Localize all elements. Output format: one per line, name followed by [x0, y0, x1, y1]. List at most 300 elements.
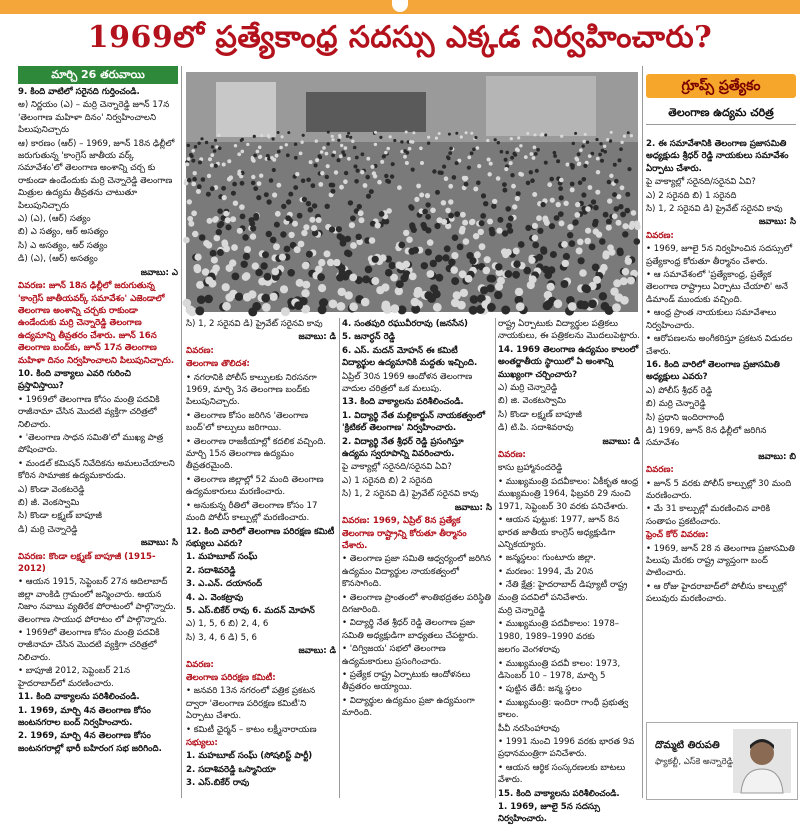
crowd-figure: [221, 186, 226, 191]
crowd-figure: [616, 220, 622, 226]
crowd-figure: [452, 175, 457, 180]
crowd-figure: [620, 296, 629, 305]
paragraph: • ఆ సమావేశంలో 'ప్రత్యేకాంధ్ర, ప్రత్యేక తెలంగాణ రాష్ట్రాలు ఏర్పాటు చేయాలి' అనే డిమాండ్ ముందుకు వచ్చింది.: [646, 270, 788, 305]
crowd-figure: [409, 222, 415, 228]
crowd-figure: [331, 138, 334, 141]
crowd-figure: [455, 161, 459, 165]
crowd-figure: [495, 263, 502, 270]
crowd-figure: [560, 135, 563, 138]
crowd-figure: [495, 282, 503, 290]
crowd-figure: [203, 240, 210, 247]
crowd-figure: [198, 160, 202, 164]
crowd-figure: [481, 193, 486, 198]
crowd-figure: [434, 223, 440, 229]
crowd-figure: [528, 257, 535, 264]
crowd-figure: [347, 157, 351, 161]
crowd-figure: [231, 244, 238, 251]
crowd-figure: [266, 199, 271, 204]
crowd-figure: [214, 235, 221, 242]
crowd-figure: [550, 198, 555, 203]
paragraph: • 1969, జూన్ 28 న తెలంగాణ ప్రజాసమితి పిలుపు మేరకు రాష్ట్ర వ్యాప్తంగా బంద్ పాటించారు.: [646, 543, 795, 579]
crowd-figure: [241, 261, 248, 268]
paragraph: సి) 1, 2 సరైనవి డి) ప్రైవేట్ సరైనవి కావు: [646, 204, 783, 215]
crowd-figure: [577, 152, 581, 156]
crowd-figure: [617, 248, 624, 255]
crowd-figure: [542, 216, 548, 222]
crowd-figure: [262, 251, 269, 258]
crowd-figure: [380, 160, 384, 164]
crowd-figure: [427, 239, 434, 246]
crowd-figure: [258, 155, 262, 159]
crowd-figure: [197, 184, 202, 189]
crowd-figure: [588, 154, 592, 158]
paragraph: సభ్యులు:: [186, 738, 218, 748]
crowd-figure: [356, 169, 360, 173]
author-name: దొమ్మటి తిరుపతి: [655, 740, 720, 751]
crowd-figure: [463, 177, 468, 182]
crowd-figure: [329, 300, 338, 309]
crowd-figure: [497, 217, 503, 223]
paragraph: • తెలంగాణ ప్రాంతంలో శాంతిభద్రతల పరిస్థితి దిగజారింది.: [342, 592, 491, 615]
crowd-figure: [207, 218, 213, 224]
crowd-figure: [241, 138, 244, 141]
crowd-figure: [625, 192, 630, 197]
left-column: [18, 86, 178, 798]
crowd-figure: [251, 158, 255, 162]
paragraph: డి) 1969, జూన్ 8న ఢిల్లీలో జరిగిన సమావేశం: [646, 425, 767, 449]
crowd-figure: [340, 240, 347, 247]
crowd-figure: [337, 302, 346, 311]
paragraph: 5. ఎస్.బికేర్ రావు 6. మదన్ మోహన్: [186, 605, 315, 616]
paragraph: 14. 1969 తెలంగాణ ఉద్యమం కాలంలో అంతర్జాతీయ స్థాయిలో ఏ అంశాన్ని ముఖ్యంగా చర్చించారు?: [498, 344, 639, 380]
crowd-figure: [380, 254, 387, 261]
crowd-figure: [593, 228, 599, 234]
paragraph: వివరణ:: [646, 230, 674, 241]
crowd-figure: [478, 229, 484, 235]
crowd-figure: [595, 190, 600, 195]
paragraph: 4. ఎ. వెంకట్రావు: [186, 592, 244, 603]
crowd-figure: [518, 172, 522, 176]
crowd-figure: [369, 237, 376, 244]
crowd-figure: [296, 279, 304, 287]
crowd-figure: [191, 210, 197, 216]
crowd-figure: [183, 237, 190, 244]
crowd-figure: [234, 144, 237, 147]
paragraph: • ఆరోపణలను అంగీకరిస్తూ ప్రకటన విడుదల చేశారు.: [646, 334, 793, 357]
crowd-figure: [586, 141, 589, 144]
crowd-figure: [302, 262, 309, 269]
crowd-figure: [337, 233, 343, 239]
crowd-figure: [280, 231, 286, 237]
crowd-figure: [559, 178, 564, 183]
crowd-figure: [315, 158, 319, 162]
paragraph: వివరణ:: [186, 345, 214, 356]
crowd-figure: [223, 245, 230, 252]
crowd-figure: [230, 216, 236, 222]
crowd-figure: [578, 257, 585, 264]
crowd-figure: [187, 144, 190, 147]
crowd-figure: [620, 141, 623, 144]
crowd-figure: [612, 192, 617, 197]
crowd-figure: [288, 192, 293, 197]
crowd-figure: [246, 143, 249, 146]
crowd-figure: [287, 269, 295, 277]
crowd-figure: [293, 185, 298, 190]
crowd-figure: [338, 136, 341, 139]
crowd-figure: [225, 217, 231, 223]
crowd-figure: [358, 210, 364, 216]
crowd-figure: [588, 185, 593, 190]
paragraph: జవాబు: డి: [298, 646, 336, 657]
crowd-figure: [294, 156, 298, 160]
crowd-figure: [509, 161, 513, 165]
crowd-figure: [325, 175, 329, 179]
crowd-figure: [575, 202, 580, 207]
paragraph: • అనుకున్న రీతిలో తెలంగాణ కోసం 17 మంది పోలీస్ కాల్పుల్లో మరణించారు.: [186, 500, 318, 524]
crowd-figure: [374, 131, 377, 134]
paragraph: ఎ) మర్రి చెన్నారెడ్డి: [498, 383, 558, 394]
paragraph: 2. సదాశివరెడ్డి ఒస్మానియా: [186, 764, 276, 775]
crowd-figure: [470, 132, 473, 135]
crowd-figure: [260, 262, 267, 269]
crowd-figure: [519, 144, 522, 147]
crowd-figure: [275, 211, 281, 217]
crowd-figure: [544, 161, 548, 165]
crowd-figure: [253, 135, 256, 138]
crowd-figure: [583, 140, 586, 143]
paragraph: ఎ) 1 సరైనది బి) 2 సరైనది: [342, 475, 433, 486]
paragraph: • ప్రత్యేక రాష్ట్ర ఏర్పాటుకు ఆందోళనలు తీవ్రతరం అయ్యాయి.: [342, 669, 471, 693]
crowd-figure: [327, 131, 330, 134]
paragraph: జవాబు: సి: [758, 217, 796, 228]
paragraph: ఏప్రిల్ 30న 1969 ఆందోళన తెలంగాణ వాదుల చరిత్రలో ఒక మలుపు.: [342, 371, 473, 395]
crowd-figure: [303, 224, 309, 230]
crowd-figure: [225, 293, 234, 302]
crowd-figure: [280, 285, 288, 293]
crowd-figure: [427, 294, 436, 303]
paragraph: 1. మహబూబ్ సంఘ్ (సోషలిస్ట్ పార్టీ): [186, 751, 313, 762]
crowd-figure: [275, 154, 279, 158]
paragraph: 12. కింది వారిలో తెలంగాణ పరిరక్షణ కమిటీ సభ్యులు ఎవరు?: [186, 526, 335, 549]
crowd-figure: [384, 174, 388, 178]
crowd-figure: [465, 131, 468, 134]
crowd-figure: [264, 273, 272, 281]
crowd-figure: [612, 303, 621, 312]
crowd-figure: [430, 208, 436, 214]
crowd-figure: [579, 269, 587, 277]
crowd-photo: [186, 72, 638, 312]
crowd-figure: [561, 280, 569, 288]
paragraph: జవాబు: డి: [602, 436, 640, 447]
crowd-figure: [294, 246, 301, 253]
crowd-figure: [210, 163, 214, 167]
crowd-figure: [316, 217, 322, 223]
crowd-figure: [349, 274, 357, 282]
crowd-figure: [205, 277, 213, 285]
crowd-figure: [315, 139, 318, 142]
paragraph: • విద్యార్థుల ఉద్యమం ప్రజా ఉద్యమంగా మారింది.: [342, 695, 475, 719]
crowd-figure: [204, 295, 213, 304]
crowd-figure: [536, 254, 543, 261]
crowd-figure: [445, 208, 451, 214]
crowd-figure: [409, 205, 415, 211]
paragraph: 1. 1969, మార్చి 4న తెలంగాణ కోసం జంటనగరాల బంద్ నిర్వహించారు.: [18, 705, 151, 728]
column-divider: [181, 66, 182, 798]
paragraph: జవాబు: బి: [758, 451, 796, 462]
crowd-figure: [277, 183, 282, 188]
crowd-figure: [250, 233, 256, 239]
crowd-figure: [606, 225, 612, 231]
crowd-figure: [532, 156, 536, 160]
crowd-figure: [567, 232, 573, 238]
paragraph: బి) మర్రి చెన్నారెడ్డి: [646, 399, 706, 410]
crowd-figure: [515, 288, 523, 296]
crowd-figure: [613, 163, 617, 167]
crowd-figure: [436, 255, 443, 262]
crowd-figure: [554, 299, 563, 308]
crowd-figure: [535, 169, 539, 173]
crowd-figure: [474, 251, 481, 258]
crowd-figure: [406, 236, 413, 243]
crowd-figure: [261, 294, 270, 303]
paragraph: ఎ) కొండా వెంకటరెడ్డి: [18, 484, 85, 495]
paragraph: వివరణ:: [186, 659, 214, 670]
crowd-figure: [622, 231, 628, 237]
crowd-figure: [320, 150, 324, 154]
crowd-figure: [502, 188, 507, 193]
crowd-figure: [231, 191, 236, 196]
crowd-figure: [400, 140, 403, 143]
crowd-figure: [366, 157, 370, 161]
crowd-figure: [386, 147, 390, 151]
crowd-figure: [260, 134, 263, 137]
crowd-figure: [510, 137, 513, 140]
crowd-figure: [435, 137, 438, 140]
crowd-figure: [505, 206, 511, 212]
crowd-figure: [460, 289, 468, 297]
paragraph: జవాబు: సి: [140, 538, 178, 549]
crowd-figure: [574, 212, 580, 218]
paragraph: సి) కొండా లక్ష్మణ్ బాపూజీ: [18, 511, 102, 522]
crowd-figure: [618, 204, 623, 209]
paragraph: • 1969లో తెలంగాణ కోసం మంత్రి పదవికి రాజీనామా చేసిన మొదటి వ్యక్తిగా చరిత్రలో నిలిచారు.: [18, 394, 160, 430]
crowd-figure: [365, 175, 370, 180]
crowd-figure: [603, 212, 609, 218]
crowd-figure: [294, 301, 303, 310]
crowd-figure: [467, 166, 471, 170]
crowd-figure: [281, 204, 286, 209]
crowd-figure: [198, 142, 201, 145]
crowd-figure: [536, 215, 542, 221]
crowd-figure: [361, 152, 365, 156]
crowd-figure: [199, 234, 206, 241]
crowd-figure: [223, 211, 229, 217]
crowd-figure: [285, 215, 291, 221]
crowd-figure: [558, 211, 564, 217]
middle-column-3: [498, 318, 640, 825]
middle-column-2: [342, 318, 492, 798]
crowd-figure: [518, 241, 525, 248]
crowd-figure: [205, 141, 208, 144]
crowd-figure: [556, 202, 561, 207]
paragraph: ఆ) కారణం (ఆర్) – 1969, జూన్ 18న ఢిల్లీలో జరుగుతున్న 'కాంగ్రెస్ జాతీయ వర్క్ సమావేశం'లో తెలంగాణ అంశాన్ని చర్చ కు రాకుండా ఉండేందుకు మర్రి చెన్నారెడ్డి తెలంగాణ మిత్రుల ఉద్యమ తీవ్రతను చాటుతూ పిలుపునిచ్చారు: [18, 138, 175, 211]
paragraph: • మరణం: 1994, మే 20న: [498, 566, 594, 577]
crowd-figure: [504, 167, 508, 171]
paragraph: 2. 1969, మార్చి 4న తెలంగాణ కోసం జంటనగరాల్లో భారీ బహిరంగ సభ జరిగింది.: [18, 731, 162, 754]
crowd-figure: [273, 243, 280, 250]
crowd-figure: [306, 251, 313, 258]
crowd-figure: [411, 298, 420, 307]
crowd-figure: [582, 144, 585, 147]
crowd-figure: [442, 165, 446, 169]
crowd-figure: [306, 201, 311, 206]
crowd-figure: [314, 163, 318, 167]
crowd-figure: [620, 185, 625, 190]
crowd-figure: [191, 182, 196, 187]
paragraph: సి) ఎ అసత్యం, ఆర్ సత్యం: [18, 240, 108, 251]
crowd-figure: [226, 264, 234, 272]
crowd-figure: [448, 184, 453, 189]
crowd-figure: [403, 230, 409, 236]
crowd-figure: [480, 213, 486, 219]
groups-special-banner: [646, 74, 796, 98]
crowd-figure: [389, 262, 396, 269]
paragraph: 15. కింది వాక్యాలను పరిశీలించండి.: [498, 788, 620, 799]
crowd-figure: [400, 274, 408, 282]
crowd-figure: [343, 179, 348, 184]
crowd-figure: [301, 230, 307, 236]
crowd-figure: [300, 141, 303, 144]
crowd-figure: [311, 183, 316, 188]
crowd-figure: [566, 163, 570, 167]
crowd-figure: [187, 216, 193, 222]
paragraph: • నేతి క్షేత్ర: హైదరాబాద్ డిప్యూటీ రాష్ట్ర మంత్రి పదవిలో పనిచేశారు.: [498, 580, 628, 603]
paragraph: డి) (ఎ), (ఆర్) అసత్యం: [18, 254, 98, 265]
author-card: [646, 722, 798, 800]
crowd-figure: [272, 137, 275, 140]
crowd-figure: [262, 303, 271, 312]
crowd-figure: [301, 179, 306, 184]
crowd-figure: [419, 147, 423, 151]
crowd-figure: [353, 146, 357, 150]
crowd-figure: [210, 153, 214, 157]
paragraph: సి) 1, 2 సరైనవి డి) ప్రైవేట్ సరైనవి కావు: [342, 489, 479, 500]
crowd-figure: [598, 153, 602, 157]
crowd-figure: [625, 258, 632, 265]
crowd-figure: [327, 259, 334, 266]
crowd-figure: [211, 145, 214, 148]
paragraph: • తెలంగాణ ప్రజా సమితి ఆధ్వర్యంలో జరిగిన ఉద్యమం విద్యార్థుల నాయకత్వంలో కొనసాగింది.: [342, 554, 492, 590]
crowd-figure: [383, 219, 389, 225]
crowd-figure: [281, 307, 290, 316]
crowd-figure: [553, 154, 557, 158]
paragraph: • జన్మస్థలం: గుంటూరు జిల్లా.: [498, 553, 596, 564]
crowd-figure: [452, 234, 459, 241]
crowd-figure: [264, 192, 269, 197]
crowd-figure: [325, 152, 329, 156]
crowd-figure: [243, 293, 252, 302]
crowd-figure: [441, 219, 447, 225]
crowd-figure: [356, 234, 362, 240]
crowd-figure: [251, 175, 255, 179]
crowd-figure: [411, 140, 414, 143]
crowd-figure: [505, 151, 509, 155]
paragraph: 3. ఎస్.బికేర్ రావు: [186, 778, 250, 789]
crowd-figure: [553, 151, 557, 155]
crowd-figure: [541, 133, 544, 136]
crowd-figure: [274, 222, 280, 228]
crowd-figure: [496, 228, 502, 234]
crowd-figure: [240, 181, 245, 186]
crowd-figure: [635, 224, 641, 230]
paragraph: పై వాక్యాల్లో సరైనది/సరైనవి ఏవి?: [342, 462, 452, 473]
crowd-figure: [494, 291, 502, 299]
crowd-figure: [607, 198, 612, 203]
crowd-figure: [237, 152, 241, 156]
crowd-figure: [336, 226, 342, 232]
crowd-figure: [384, 151, 388, 155]
paragraph: • తెలంగాణ కోసం జరిగిన 'తెలంగాణ బంద్'లో కాల్పులు జరిగాయి.: [186, 410, 309, 434]
crowd-figure: [353, 164, 357, 168]
crowd-figure: [438, 132, 441, 135]
crowd-figure: [256, 150, 260, 154]
crowd-figure: [508, 216, 514, 222]
paragraph: పీవీ నరసింహారావు: [498, 723, 560, 734]
paragraph: 4. సంతపురి రఘువీరరావు (జనసేన): [342, 319, 468, 329]
paragraph: ఫ్రెంచ్ కోర్ వివరణ:: [646, 530, 709, 541]
crowd-figure: [253, 186, 258, 191]
crowd-figure: [515, 196, 520, 201]
crowd-figure: [593, 276, 601, 284]
crowd-figure: [222, 302, 231, 311]
crowd-figure: [292, 221, 298, 227]
crowd-figure: [582, 177, 587, 182]
crowd-figure: [556, 159, 560, 163]
crowd-figure: [337, 139, 340, 142]
crowd-figure: [516, 149, 520, 153]
crowd-figure: [438, 170, 442, 174]
crowd-figure: [320, 171, 324, 175]
crowd-figure: [221, 239, 228, 246]
paragraph: 1. 1969, జూలై 5న సదస్సు నిర్వహించారు.: [498, 802, 601, 825]
crowd-figure: [412, 247, 419, 254]
paragraph: • ముఖ్యమంత్రి పదవీ కాలం: 1973, డిసెంబర్ 10 – 1978, మార్చి 5: [498, 658, 621, 681]
crowd-figure: [270, 237, 277, 244]
crowd-figure: [329, 227, 335, 233]
crowd-figure: [622, 223, 628, 229]
crowd-figure: [255, 269, 263, 277]
crowd-figure: [339, 185, 344, 190]
crowd-figure: [465, 275, 473, 283]
crowd-figure: [269, 293, 277, 301]
paragraph: జవాబు: డి: [298, 332, 336, 343]
crowd-figure: [532, 223, 538, 229]
crowd-figure: [433, 303, 442, 312]
crowd-figure: [302, 197, 307, 202]
crowd-figure: [469, 257, 476, 264]
crowd-figure: [359, 217, 365, 223]
crowd-figure: [457, 244, 464, 251]
paragraph: అ) నిర్ణయం (ఎ) – మర్రి చెన్నారెడ్డి జూన్ 17న 'తెలంగాణ మహిళా దినం' నిర్వహించాలని పిలుపునిచ్చారు: [18, 100, 170, 136]
paragraph: • మండల్ కమిషన్ నివేదికను అమలుచేయాలని కోరిన సామాజిక ఉద్యమకారుడు.: [18, 458, 175, 482]
crowd-figure: [484, 256, 491, 263]
crowd-figure: [259, 174, 263, 178]
crowd-figure: [569, 240, 576, 247]
crowd-figure: [625, 208, 631, 214]
crowd-figure: [225, 224, 231, 230]
crowd-figure: [472, 148, 476, 152]
crowd-figure: [344, 171, 348, 175]
